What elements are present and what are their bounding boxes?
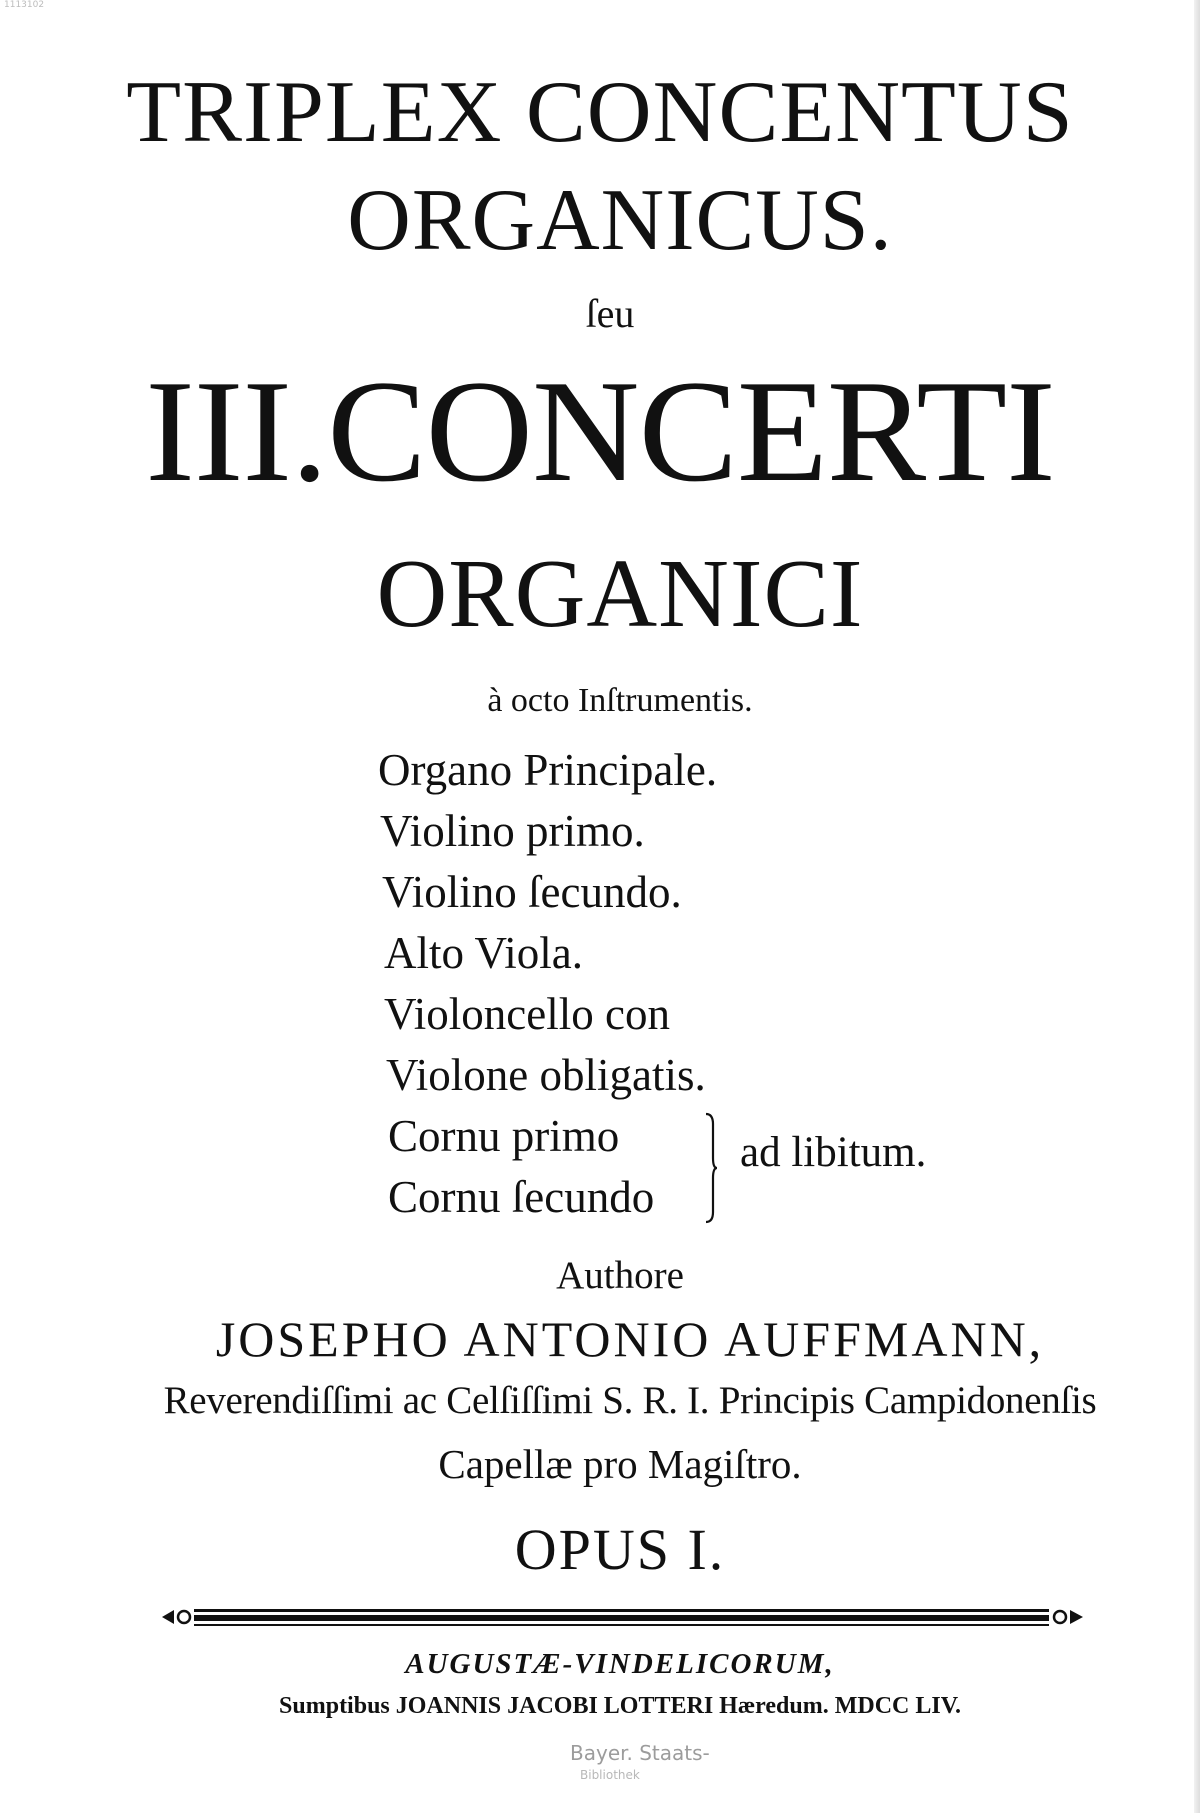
ad-libitum-group [378, 1106, 1078, 1228]
composer-title-2: Capellæ pro Magiſtro. [438, 1441, 802, 1487]
curly-brace-icon [704, 1112, 718, 1224]
instrument-item: Violino primo. [380, 806, 645, 856]
composer-name: JOSEPHO ANTONIO AUFFMANN, [215, 1311, 1045, 1367]
ad-libitum-item: Cornu ſecundo [388, 1172, 655, 1222]
title-line-4: ORGANICI [376, 540, 864, 648]
instrument-item: Alto Viola. [384, 928, 583, 978]
imprint-place: AUGUSTÆ-VINDELICORUM, [405, 1648, 835, 1680]
instrument-list [378, 740, 1078, 1228]
ornamental-rule [160, 1604, 1085, 1630]
catalog-mark: 1113102 [4, 0, 45, 10]
library-stamp [570, 1742, 710, 1786]
opus-number: OPUS I. [514, 1517, 726, 1582]
subtitle: à octo Inſtrumentis. [487, 682, 753, 719]
instrument-item: Violoncello con [384, 989, 670, 1039]
title-connector: ſeu [585, 291, 635, 336]
imprint-publisher: Sumptibus JOANNIS JACOBI LOTTERI Hæredum. MDCC LIV. [279, 1693, 961, 1719]
author-intro: Authore [556, 1254, 684, 1297]
stamp-line-1: Bayer. Staats- [570, 1741, 710, 1765]
instrument-item: Violino ſecundo. [382, 867, 682, 917]
title-line-1: TRIPLEX CONCENTUS [126, 64, 1074, 161]
ad-libitum-label: ad libitum. [740, 1129, 927, 1176]
ad-libitum-item: Cornu primo [388, 1111, 620, 1161]
instrument-item: Organo Principale. [378, 745, 718, 795]
title-line-3: III.CONCERTI [145, 350, 1055, 512]
composer-title-1: Reverendiſſimi ac Celſiſſimi S. R. I. Principis Campidonenſis [163, 1379, 1097, 1422]
stamp-line-2: Bibliothek [580, 1768, 640, 1782]
instrument-item: Violone obligatis. [386, 1050, 706, 1100]
title-line-2: ORGANICUS. [347, 172, 893, 269]
